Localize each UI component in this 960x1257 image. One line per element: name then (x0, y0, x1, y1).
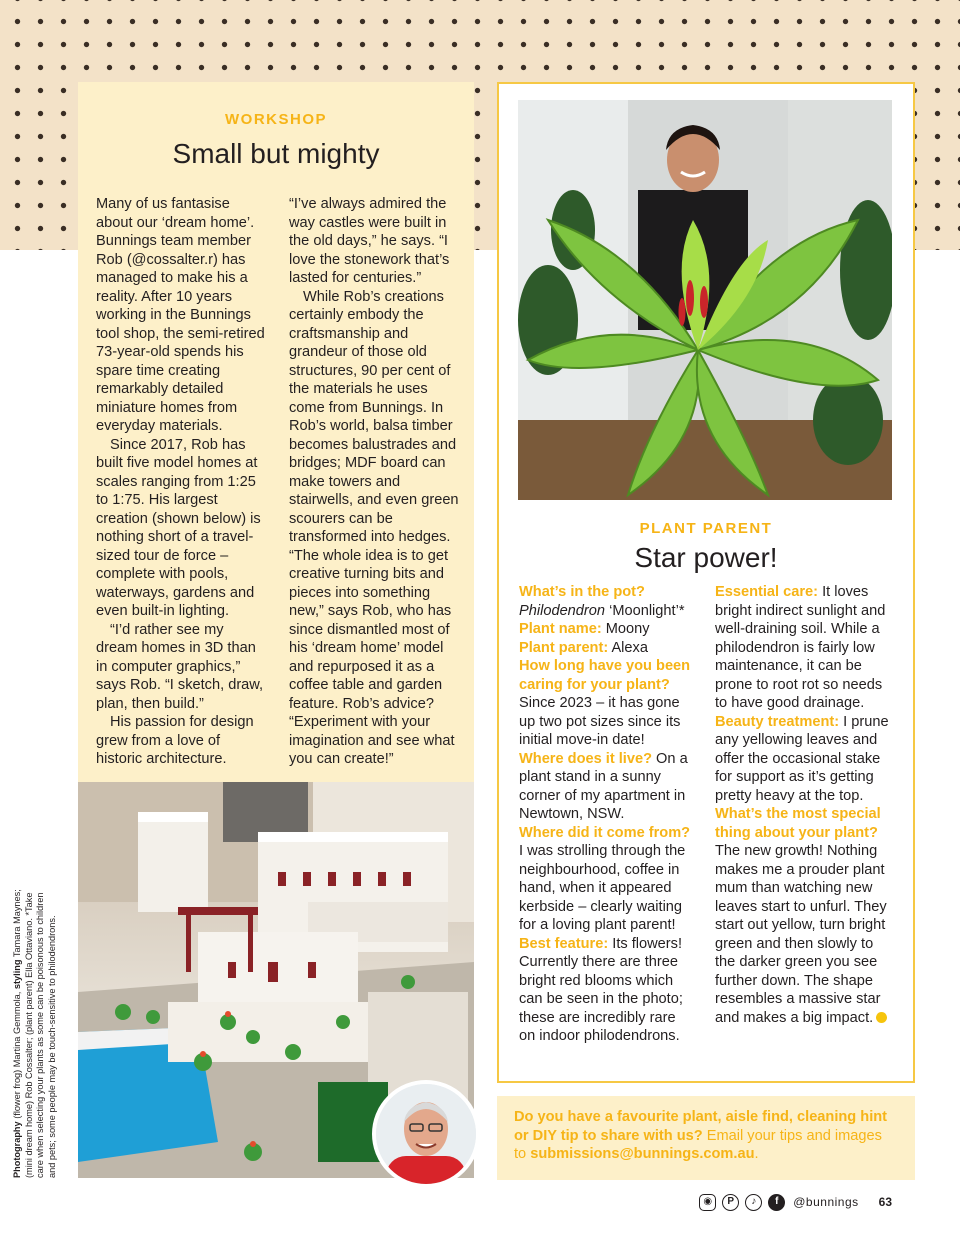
paragraph: While Rob’s creations certainly embody the craftsmanship and grandeur of those old structures, 90 per cent of the materials he uses come from Bunnings. In Rob’s world, balsa timber becomes balustrades and bridges; MDF board can make towers and stairwells, and even green scourers can be transformed into hedges. “The whole idea is to get creative turning bits and pieces into something new,” says Rob, who has since dismantled most of his ‘dream home’ model and repurposed it as a coffee table and garden feature. Rob’s advice? “Experiment with your imagination and see what you can create!” (289, 288, 459, 767)
submission-prompt: Do you have a favourite plant, aisle find, cleaning hint or DIY tip to share with us? (514, 1109, 888, 1144)
tiktok-icon[interactable]: ♪ (745, 1194, 762, 1211)
plant-illustration (518, 100, 892, 500)
question: Beauty treatment: (715, 713, 840, 730)
question: What’s in the pot? (519, 584, 645, 600)
plant-headline: Star power! (634, 542, 778, 573)
answer: It loves bright indirect sunlight and well-draining soil. While a philodendron is fairly low maintenance, it can be prone to root rot so needs to have good drainage. (715, 584, 886, 711)
submission-box (497, 1096, 915, 1180)
plant-photo (518, 100, 892, 500)
rob-portrait (372, 1080, 480, 1188)
answer: I was strolling through the neighbourhood, coffee in hand, when it appeared kerbside – clearly waiting for a loving plant parent! (519, 843, 686, 933)
social-handle[interactable]: @bunnings (793, 1195, 859, 1209)
answer: Its flowers! Currently there are three bright red blooms which can be seen in the photo; these are incredibly rare on indoor philodendrons. (519, 935, 683, 1044)
question: Where does it live? (519, 750, 652, 767)
question: Plant name: (519, 621, 602, 637)
question: Plant parent: (519, 639, 609, 656)
workshop-headline: Small but mighty (172, 138, 380, 169)
answer: ‘Moonlight’* (605, 602, 685, 619)
qa-item (519, 750, 695, 824)
plant-qa-column-2 (715, 583, 895, 1027)
workshop-kicker: WORKSHOP (225, 111, 327, 128)
portrait-illustration (376, 1084, 476, 1184)
answer: Alexa (608, 639, 648, 656)
submission-text: Email your tips and images to (514, 1127, 882, 1162)
answer-italic: Philodendron (519, 602, 606, 619)
paragraph: Many of us fantasise about our ‘dream home’. Bunnings team member Rob (@cossalter.r) has managed to make his a reality. After 10 years working in the Bunnings tool shop, the semi-retired 73-year-old spends his spare time creating remarkably detailed miniature homes from everyday materials. (96, 196, 265, 434)
qa-item (519, 583, 695, 620)
submission-end: . (754, 1146, 759, 1162)
answer: Moony (601, 621, 650, 637)
qa-item (519, 657, 695, 750)
question: Best feature: (519, 935, 609, 952)
paragraph: His passion for design grew from a love of historic architecture. (96, 714, 254, 767)
submission-email-link[interactable]: submissions@bunnings.com.au (530, 1146, 755, 1162)
paragraph: “I’d rather see my dream homes in 3D than in computer graphics,” says Rob. “I sketch, draw, plan, then build.” (96, 621, 264, 712)
answer: Since 2023 – it has gone up two pot sizes since its initial move-in date! (519, 695, 681, 748)
credit-label: styling (12, 959, 22, 990)
qa-item (519, 935, 695, 1046)
answer: On a plant stand in a sunny corner of my apartment in Newtown, NSW. (519, 750, 688, 822)
pinterest-icon[interactable]: P (722, 1194, 739, 1211)
plant-kicker: PLANT PARENT (639, 520, 773, 537)
paragraph: Since 2017, Rob has built five model homes at scales ranging from 1:25 to 1:75. His largest creation (shown below) is nothing short of a travel-sized tour de force – complete with pools, waterways, gardens and even built-in lighting. (96, 436, 261, 619)
credit-label: Photography (12, 1121, 22, 1178)
plant-qa-column-1 (519, 583, 695, 1046)
instagram-icon[interactable]: ◉ (699, 1194, 716, 1211)
credit-text: Tamara Maynes; (mini dream home) Rob Cossalter; (plant parent) Ella Ottaviano. *Take care when selecting your plants as some can be poisonous to children and pets; some people may be touch-sensitive to philodendrons. (12, 889, 57, 1178)
page-footer (699, 1192, 892, 1212)
credit-text: (flower frog) Martina Gemmola, (12, 989, 22, 1122)
workshop-column-2 (289, 195, 461, 769)
facebook-icon[interactable]: f (768, 1194, 785, 1211)
workshop-column-1 (96, 195, 268, 769)
qa-item (715, 713, 895, 806)
question: Essential care: (715, 584, 819, 600)
qa-item (715, 805, 895, 1027)
question: Where did it come from? (519, 824, 691, 841)
question: How long have you been caring for your plant? (519, 658, 691, 693)
photo-credit (12, 878, 72, 1178)
qa-item (715, 583, 895, 713)
question: What’s the most special thing about your plant? (715, 806, 881, 841)
page-number: 63 (878, 1195, 892, 1209)
answer: I prune any yellowing leaves and offer the occasional stake for support as it’s getting pretty heavy at the top. (715, 713, 889, 804)
answer: The new growth! Nothing makes me a prouder plant mum than watching new leaves start to unfurl. They start out yellow, turn bright green and then slowly to the darker green you see further down. The shape resembles a massive star and makes a big impact. (715, 843, 887, 1026)
qa-item (519, 824, 695, 935)
qa-item (519, 620, 695, 639)
end-dot-icon (876, 1012, 887, 1023)
paragraph: “I’ve always admired the way castles were built in the old days,” he says. “I love the stonework that’s lasted for centuries.” (289, 196, 450, 286)
qa-item (519, 639, 695, 658)
